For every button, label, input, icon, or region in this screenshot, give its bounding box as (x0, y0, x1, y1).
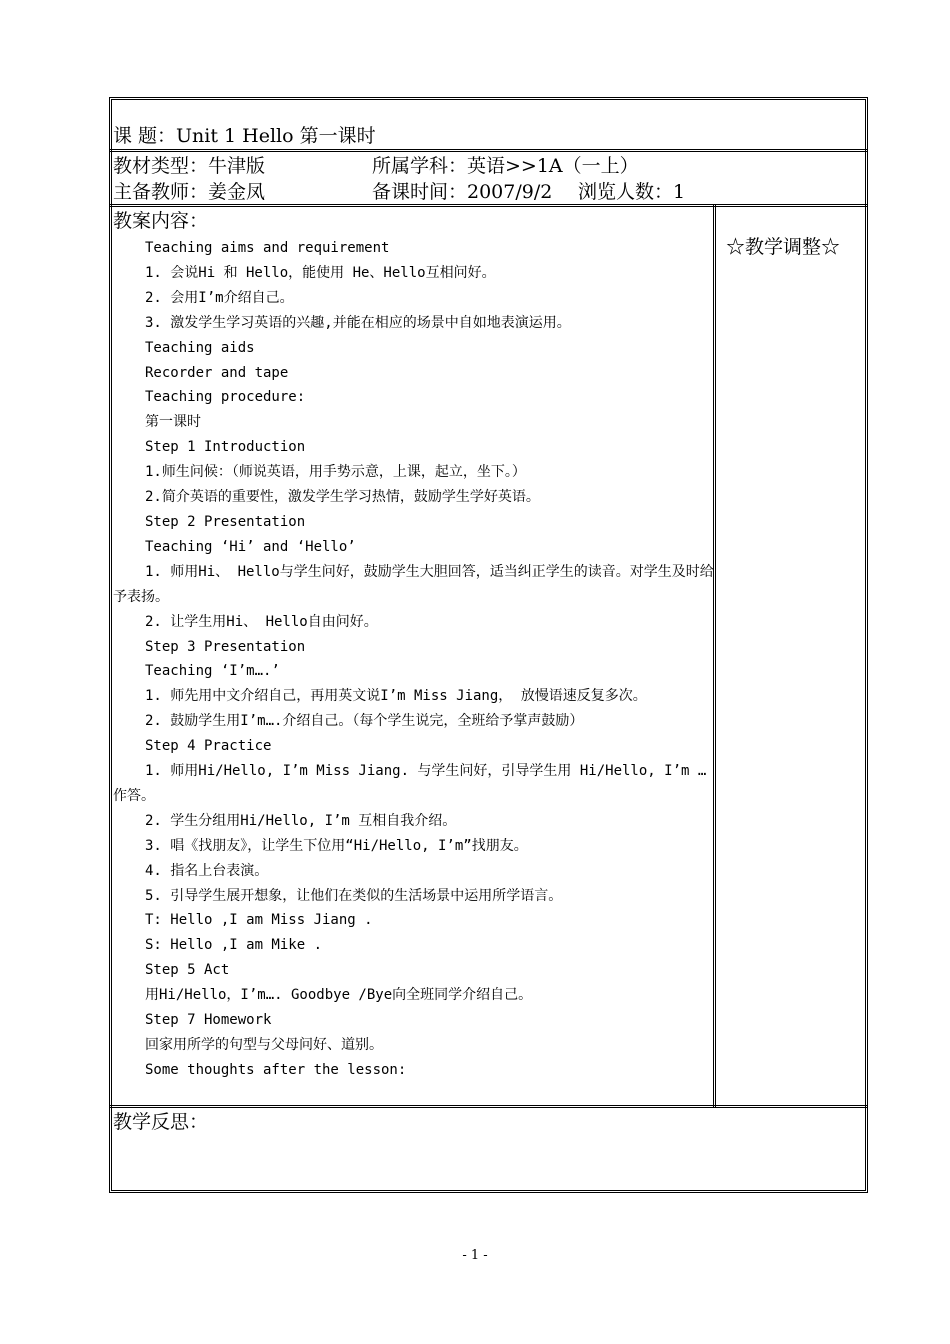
content-line: 回家用所学的句型与父母问好、道别。 (145, 1037, 383, 1053)
content-line: 3. 激发学生学习英语的兴趣,并能在相应的场景中自如地表演运用。 (145, 314, 571, 331)
content-line: Step 3 Presentation (145, 638, 306, 655)
content-line: 2. 鼓励学生用I’m….介绍自己。（每个学生说完，全班给予掌声鼓励） (145, 713, 584, 730)
content-line: 1.师生问候：（师说英语，用手势示意，上课，起立，坐下。） (145, 464, 526, 481)
content-line: 1. 会说Hi 和 Hello，能使用 He、Hello互相问好。 (145, 264, 496, 281)
content-line: 3. 唱《找朋友》，让学生下位用“Hi/Hello, I’m”找朋友。 (145, 837, 528, 854)
lesson-content (113, 236, 717, 1083)
content-line: Some thoughts after the lesson: (145, 1061, 407, 1078)
content-line: Teaching aims and requirement (145, 240, 390, 256)
lesson-topic: 课 题：Unit 1 Hello 第一课时 (113, 125, 376, 147)
content-line: 2. 学生分组用Hi/Hello, I’m 互相自我介绍。 (145, 812, 457, 829)
table-divider (109, 1105, 868, 1108)
content-line: 1. 师先用中文介绍自己，再用英文说I’m Miss Jiang， 放慢语速反复多次。 (145, 688, 647, 705)
page-number: - 1 - (462, 1248, 488, 1263)
table-divider (109, 149, 868, 152)
content-line: 2. 让学生用Hi、 Hello自由问好。 (145, 613, 378, 630)
content-line: 第一课时 (145, 414, 201, 431)
content-line: Step 2 Presentation (145, 513, 306, 530)
content-title: 教案内容： (113, 210, 209, 232)
view-count: 浏览人数：1 (578, 181, 686, 203)
content-line: Recorder and tape (145, 364, 289, 381)
content-line: 1. 师用Hi、 Hello与学生问好，鼓励学生大胆回答，适当纠正学生的读音。对学生及时给予表扬。 (113, 563, 714, 605)
content-line: 用Hi/Hello，I’m…. Goodbye /Bye向全班同学介绍自己。 (145, 987, 533, 1004)
content-line: S: Hello ,I am Mike . (145, 937, 323, 954)
content-line: Teaching procedure: (145, 389, 306, 406)
content-line: Step 4 Practice (145, 738, 272, 755)
reflection-title: 教学反思： (113, 1111, 209, 1133)
content-line: T: Hello ,I am Miss Jiang . (145, 912, 373, 929)
teacher: 主备教师：姜金凤 (113, 181, 266, 203)
prep-time: 备课时间：2007/9/2 (372, 181, 553, 203)
content-line: 1. 师用Hi/Hello, I’m Miss Jiang. 与学生问好，引导学生用 Hi/Hello, I’m …作答。 (113, 763, 707, 804)
content-line: Step 1 Introduction (145, 439, 306, 456)
content-line: Teaching aids (145, 339, 255, 356)
material-type: 教材类型：牛津版 (113, 155, 266, 177)
adjustment-title: ☆教学调整☆ (726, 236, 841, 258)
content-line: 4. 指名上台表演。 (145, 862, 269, 879)
content-line: Teaching ‘Hi’ and ‘Hello’ (145, 538, 356, 555)
table-divider (109, 204, 868, 207)
content-line: 2. 会用I’m介绍自己。 (145, 289, 294, 306)
content-line: Step 5 Act (145, 962, 230, 979)
content-line: 2.简介英语的重要性，激发学生学习热情，鼓励学生学好英语。 (145, 489, 540, 506)
content-line: Teaching ‘I’m….’ (145, 663, 280, 680)
content-line: Step 7 Homework (145, 1012, 272, 1029)
content-line: 5. 引导学生展开想象，让他们在类似的生活场景中运用所学语言。 (145, 887, 563, 904)
subject: 所属学科：英语>>1A（一上） (372, 155, 639, 177)
